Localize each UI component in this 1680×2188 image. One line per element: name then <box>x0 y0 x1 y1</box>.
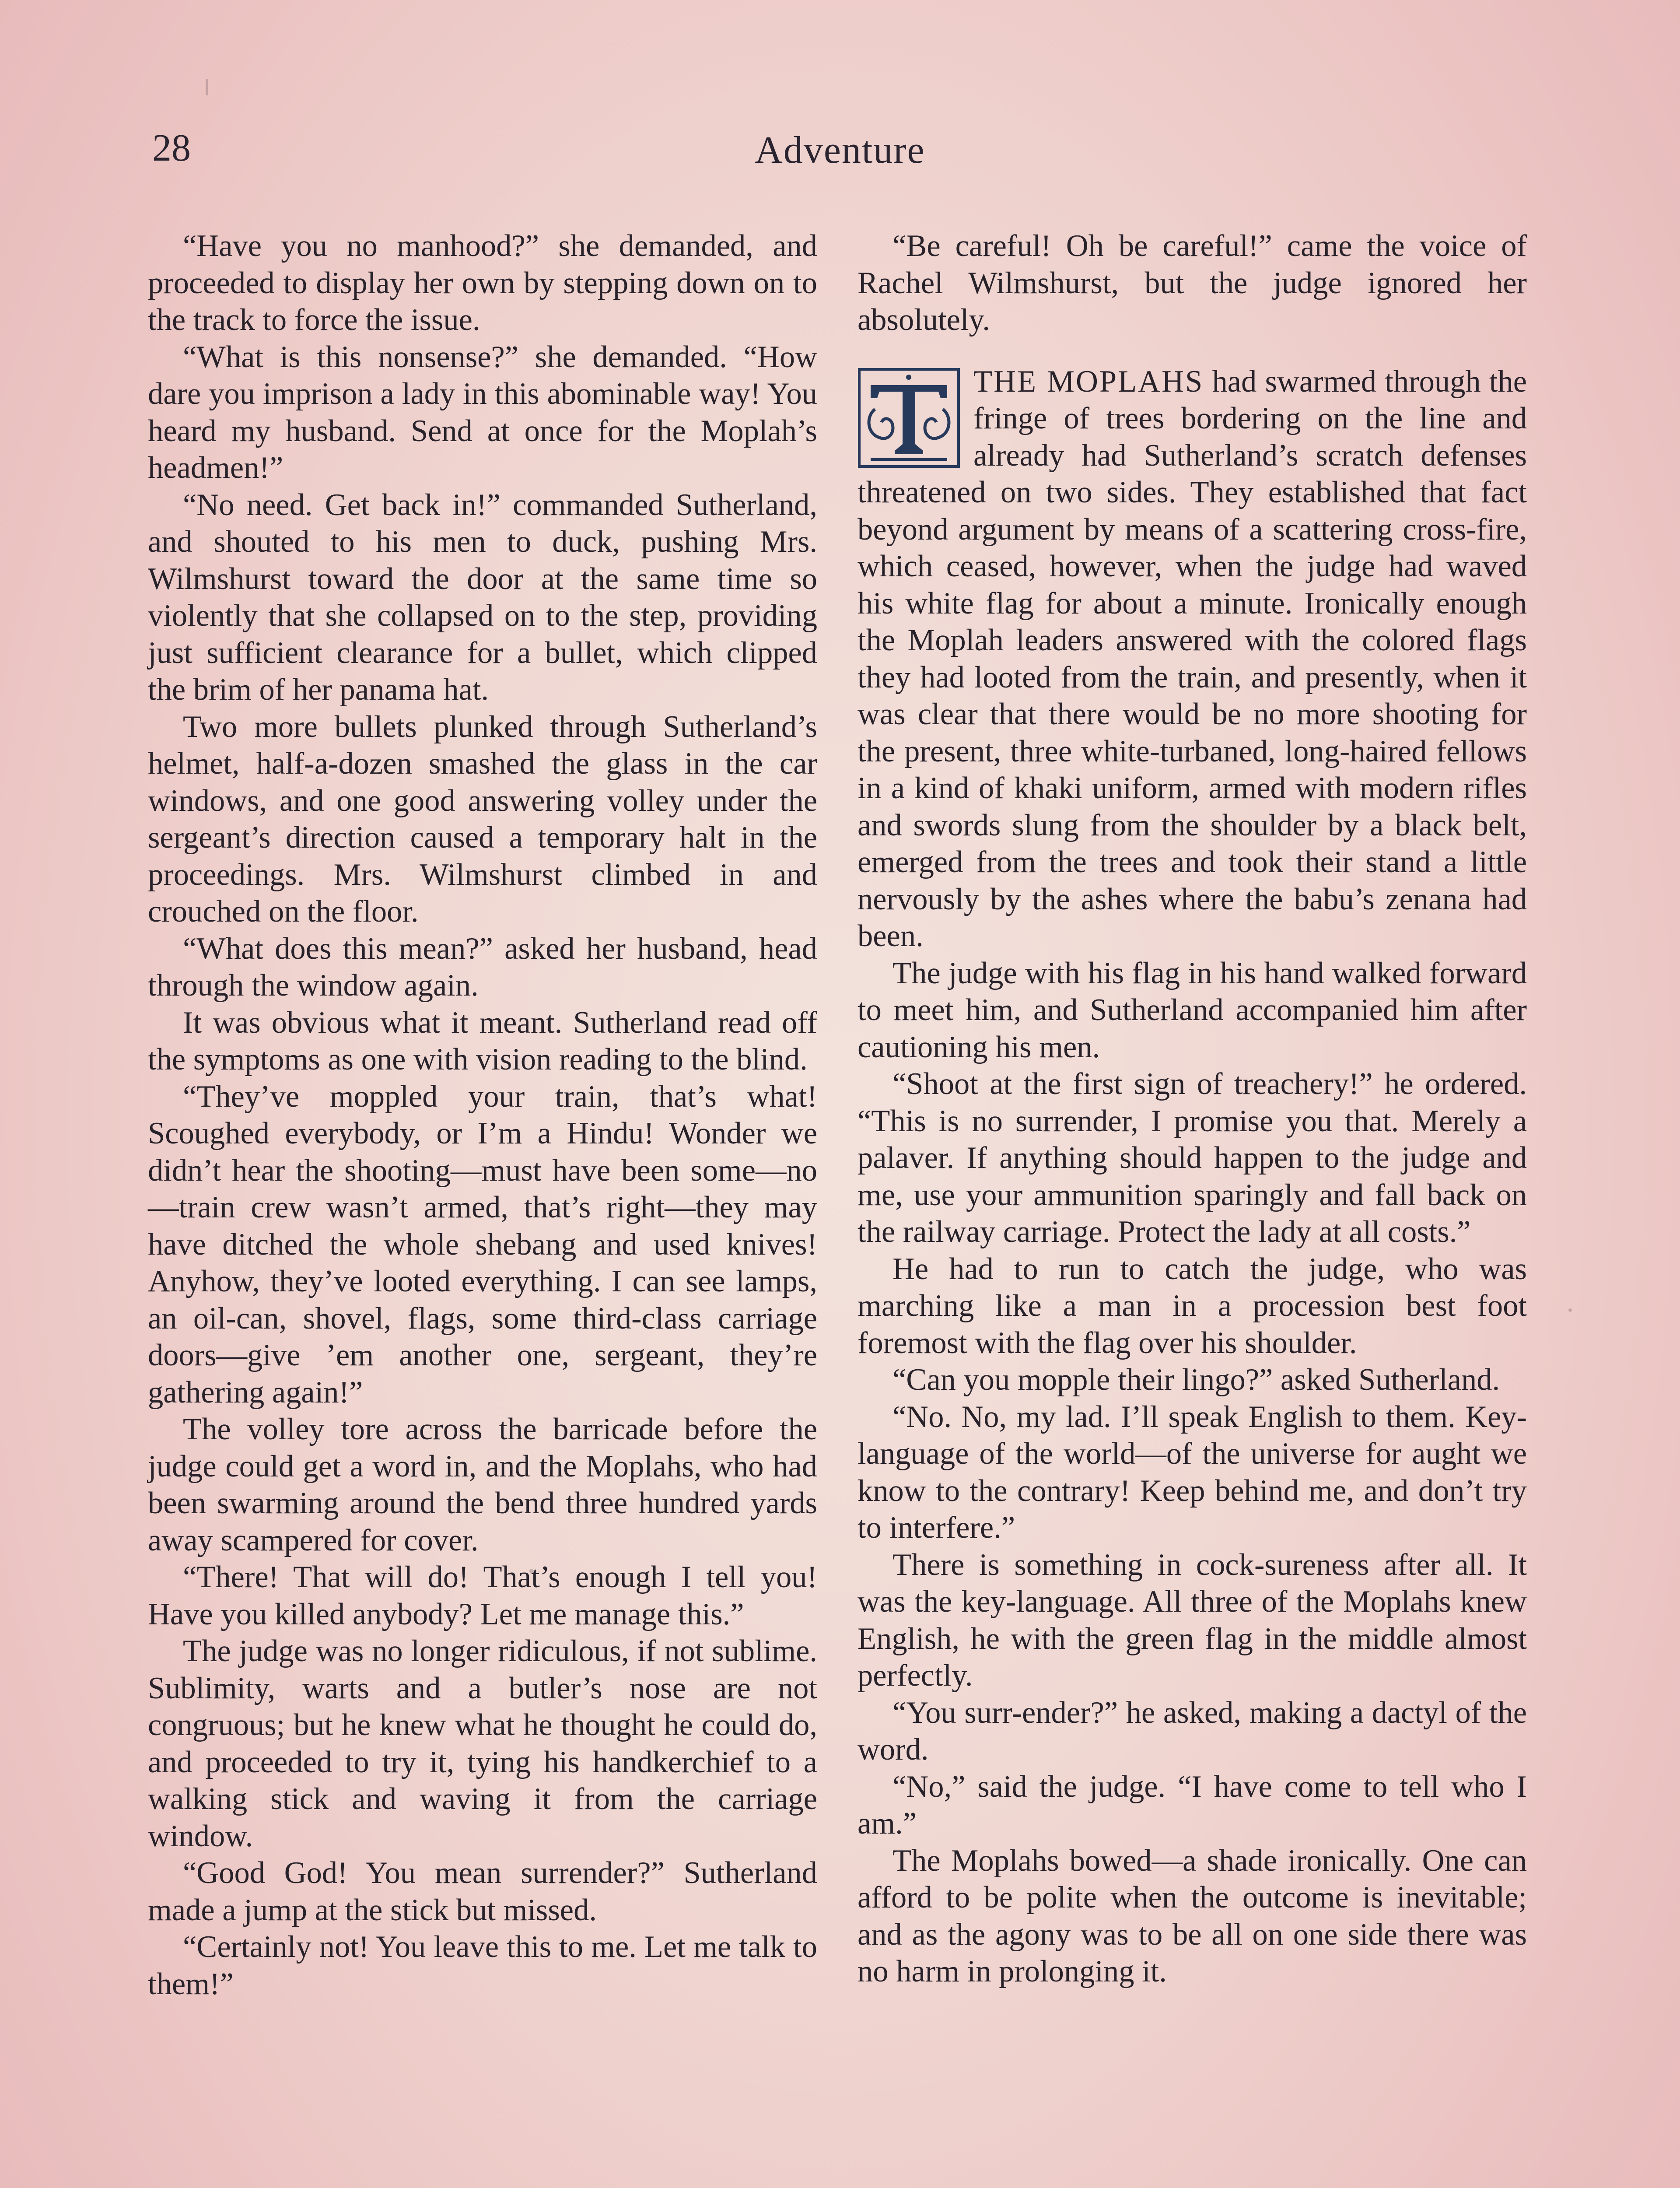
page-number: 28 <box>152 127 191 169</box>
paragraph: “No,” said the judge. “I have come to tell who I am.” <box>858 1769 1527 1841</box>
paragraph: “Shoot at the first sign of treachery!” he ordered. “This is no surrender, I promise you that. Merely a palaver. If anything should happen to the judge and me, use your ammunition sparingly and fall back on the railway carriage. Protect the lady at all costs.” <box>858 1067 1527 1249</box>
paragraph: “Have you no manhood?” she demanded, and proceeded to display her own by stepping down on to the track to force the issue. <box>148 229 817 337</box>
print-speck <box>529 1569 534 1573</box>
paragraph: The judge was no longer ridiculous, if not sublime. Sublimity, warts and a butler’s nose are not congruous; but he knew what he thought he could do, and proceeded to try it, tying his handkerchief to a walking stick and waving it from the carriage window. <box>148 1634 817 1853</box>
print-speck <box>1568 1308 1572 1312</box>
paragraph: The volley tore across the barricade before the judge could get a word in, and the Moplahs, who had been swarming around the bend three hundred yards away scampered for cover. <box>148 1412 817 1557</box>
paragraph: “No need. Get back in!” commanded Sutherland, and shouted to his men to duck, pushing Mrs. Wilmshurst toward the door at the same time so violently that she collapsed on to the step, providing just sufficient clearance for a bullet, which clipped the brim of her panama hat. <box>148 487 817 707</box>
paragraph: He had to run to catch the judge, who was marching like a man in a procession best foot foremost with the flag over his shoulder. <box>858 1252 1527 1360</box>
paragraph: “What is this nonsense?” she demanded. “How dare you imprison a lady in this abominable way! You heard my husband. Send at once for the Moplah’s headmen!” <box>148 340 817 485</box>
section-opening-paragraph <box>858 363 1527 955</box>
paragraph: It was obvious what it meant. Sutherland read off the symptoms as one with vision reading to the blind. <box>148 1005 817 1076</box>
paragraph: “Certainly not! You leave this to me. Let me talk to them!” <box>148 1930 817 2001</box>
paragraph: “They’ve moppled your train, that’s what! Scoughed everybody, or I’m a Hindu! Wonder we didn’t hear the shooting—must have been some—no—train crew wasn’t armed, that’s right—they may have ditched the whole shebang and used knives! Anyhow, they’ve looted everything. I can see lamps, an oil-can, shovel, flags, some third-class carriage doors—give ’em another one, sergeant, they’re gathering again!” <box>148 1079 817 1410</box>
paragraph: “No. No, my lad. I’ll speak English to them. Key-language of the world—of the universe for aught we know to the contrary! Keep behind me, and don’t try to interfere.” <box>858 1399 1527 1545</box>
paragraph: The judge with his flag in his hand walked forward to meet him, and Sutherland accompanied him after cautioning his men. <box>858 956 1527 1064</box>
paragraph: There is something in cock-sureness after all. It was the key-language. All three of the Moplahs knew English, he with the green flag in the middle almost perfectly. <box>858 1547 1527 1693</box>
section-lead-words: THE MOPLAHS <box>973 364 1204 399</box>
paragraph: The Moplahs bowed—a shade ironically. One can afford to be polite when the outcome is inevitable; and as the agony was to be all on one side there was no harm in prolonging it. <box>858 1843 1527 1988</box>
paragraph: “There! That will do! That’s enough I tell you! Have you killed anybody? Let me manage this.” <box>148 1560 817 1631</box>
paragraph: “What does this mean?” asked her husband, head through the window again. <box>148 931 817 1003</box>
paragraph: Two more bullets plunked through Sutherland’s helmet, half-a-dozen smashed the glass in the car windows, and one good answering volley under the sergeant’s direction caused a temporary halt in the proceedings. Mrs. Wilmshurst climbed in and crouched on the floor. <box>148 709 817 929</box>
running-title: Adventure <box>755 129 925 172</box>
paragraph: “Good God! You mean surrender?” Sutherland made a jump at the stick but missed. <box>148 1856 817 1927</box>
print-speck <box>206 79 208 95</box>
right-column <box>858 228 1527 1990</box>
paragraph: “You surr-ender?” he asked, making a dactyl of the word. <box>858 1695 1527 1767</box>
section-opening-text: had swarmed through the fringe of trees bordering on the line and already had Sutherland’s scratch defenses threatened on two sides. They established that fact beyond argument by means of a scattering cross-fire, which ceased, however, when the judge had waved his white flag for about a minute. Ironically enough the Moplah leaders answered with the colored flags they had looted from the train, and presently, when it was clear that there would be no more shooting for the present, three white-turbaned, long-haired fellows in a kind of khaki uniform, armed with modern rifles and swords slung from the shoulder by a black belt, emerged from the trees and took their stand a little nervously by the ashes where the babu’s zenana had been. <box>858 364 1527 953</box>
ornamental-letter-t-icon <box>858 368 960 468</box>
paragraph: “Be careful! Oh be careful!” came the voice of Rachel Wilmshurst, but the judge ignored her absolutely. <box>858 229 1527 337</box>
left-column <box>148 228 817 2002</box>
paragraph: “Can you mopple their lingo?” asked Sutherland. <box>892 1363 1500 1397</box>
